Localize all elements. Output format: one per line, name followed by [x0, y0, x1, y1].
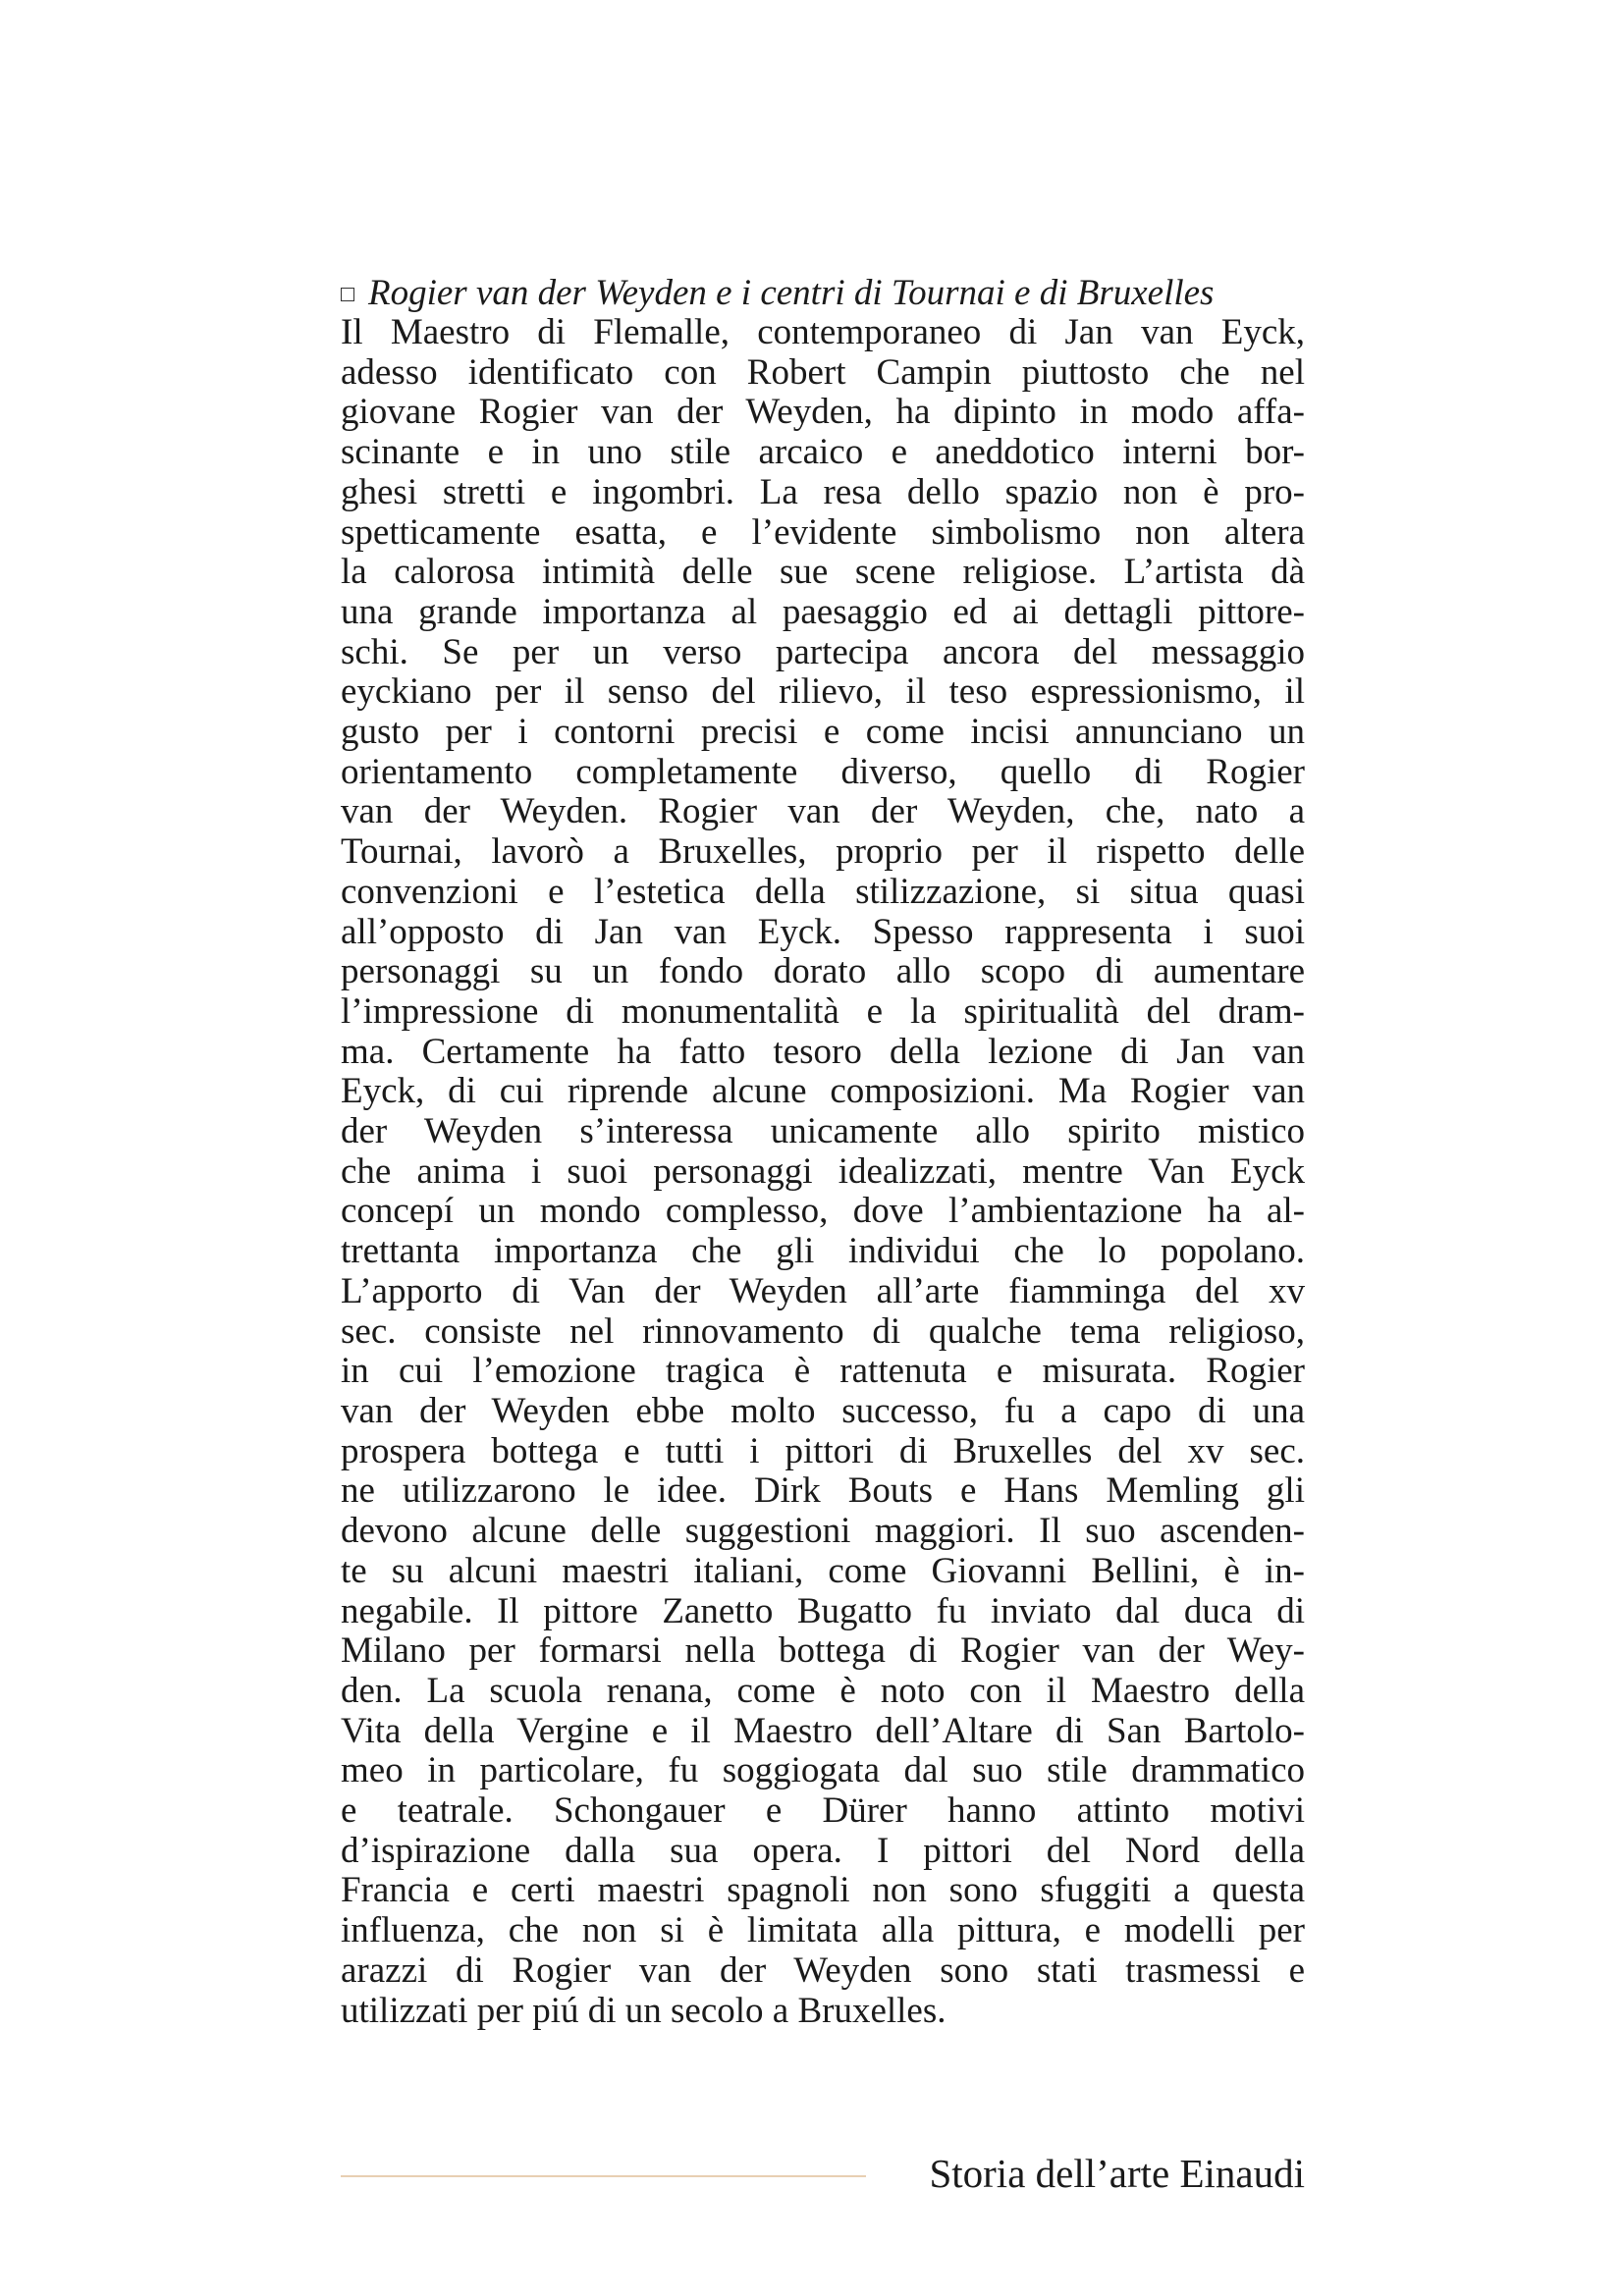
text-line: Milano per formarsi nella bottega di Rogier van der Wey- [341, 1630, 1305, 1672]
text-line: Francia e certi maestri spagnoli non sono sfuggiti a questa [341, 1870, 1305, 1911]
text-line: negabile. Il pittore Zanetto Bugatto fu inviato dal duca di [341, 1590, 1305, 1631]
text-line: L’apporto di Van der Weyden all’arte fiamminga del xv [341, 1270, 1305, 1311]
text-line: van der Weyden. Rogier van der Weyden, che, nato a [341, 791, 1305, 832]
text-line: d’ispirazione dalla sua opera. I pittori del Nord della [341, 1830, 1305, 1871]
text-line: scinante e in uno stile arcaico e aneddotico interni bor- [341, 432, 1305, 473]
text-line: gusto per i contorni precisi e come incisi annunciano un [341, 712, 1305, 753]
text-line: l’impressione di monumentalità e la spiritualità del dram- [341, 990, 1305, 1032]
text-line: adesso identificato con Robert Campin piuttosto che nel [341, 351, 1305, 393]
text-line: orientamento completamente diverso, quello di Rogier [341, 751, 1305, 792]
footer-title: Storia dell’arte Einaudi [929, 2151, 1305, 2196]
section-heading-text: Rogier van der Weyden e i centri di Tournai e di Bruxelles [368, 273, 1215, 313]
text-line: Vita della Vergine e il Maestro dell’Altare di San Bartolo- [341, 1710, 1305, 1751]
text-line: concepí un mondo complesso, dove l’ambientazione ha al- [341, 1191, 1305, 1232]
text-line: prospera bottega e tutti i pittori di Bruxelles del xv sec. [341, 1430, 1305, 1471]
footer-rule [341, 2175, 866, 2177]
text-line: giovane Rogier van der Weyden, ha dipinto in modo affa- [341, 392, 1305, 433]
text-line: Il Maestro di Flemalle, contemporaneo di Jan van Eyck, [341, 312, 1305, 352]
text-line: la calorosa intimità delle sue scene religiose. L’artista dà [341, 552, 1305, 593]
article-text-block [341, 273, 1305, 2031]
text-line: personaggi su un fondo dorato allo scopo di aumentare [341, 951, 1305, 992]
article-body [341, 313, 1305, 2031]
text-line: Eyck, di cui riprende alcune composizioni. Ma Rogier van [341, 1071, 1305, 1112]
text-line: utilizzati per piú di un secolo a Bruxelles. [341, 1990, 947, 2031]
text-line: Tournai, lavorò a Bruxelles, proprio per il rispetto delle [341, 831, 1305, 873]
text-line: ma. Certamente ha fatto tesoro della lezione di Jan van [341, 1031, 1305, 1072]
text-line: van der Weyden ebbe molto successo, fu a capo di una [341, 1390, 1305, 1431]
text-line: che anima i suoi personaggi idealizzati, mentre Van Eyck [341, 1150, 1305, 1192]
text-line: in cui l’emozione tragica è rattenuta e misurata. Rogier [341, 1351, 1305, 1392]
text-line: arazzi di Rogier van der Weyden sono stati trasmessi e [341, 1949, 1305, 1991]
square-bullet-icon [341, 288, 354, 301]
text-line: ne utilizzarono le idee. Dirk Bouts e Hans Memling gli [341, 1470, 1305, 1512]
text-line: spetticamente esatta, e l’evidente simbolismo non altera [341, 511, 1305, 553]
text-line: meo in particolare, fu soggiogata dal suo stile drammatico [341, 1750, 1305, 1791]
text-line: schi. Se per un verso partecipa ancora del messaggio [341, 631, 1305, 672]
text-line: ghesi stretti e ingombri. La resa dello spazio non è pro- [341, 471, 1305, 512]
text-line: der Weyden s’interessa unicamente allo spirito mistico [341, 1111, 1305, 1152]
text-line: influenza, che non si è limitata alla pittura, e modelli per [341, 1910, 1305, 1951]
text-line: una grande importanza al paesaggio ed ai dettagli pittore- [341, 591, 1305, 632]
text-line: te su alcuni maestri italiani, come Giovanni Bellini, è in- [341, 1550, 1305, 1591]
text-line: eyckiano per il senso del rilievo, il teso espressionismo, il [341, 671, 1305, 713]
text-line: all’opposto di Jan van Eyck. Spesso rappresenta i suoi [341, 911, 1305, 952]
text-line: trettanta importanza che gli individui che lo popolano. [341, 1231, 1305, 1272]
text-line: convenzioni e l’estetica della stilizzazione, si situa quasi [341, 871, 1305, 912]
text-line: sec. consiste nel rinnovamento di qualche tema religioso, [341, 1310, 1305, 1352]
text-line: devono alcune delle suggestioni maggiori. Il suo ascenden- [341, 1511, 1305, 1552]
section-heading [341, 273, 1305, 313]
text-line: den. La scuola renana, come è noto con il Maestro della [341, 1670, 1305, 1711]
text-line: e teatrale. Schongauer e Dürer hanno attinto motivi [341, 1790, 1305, 1832]
